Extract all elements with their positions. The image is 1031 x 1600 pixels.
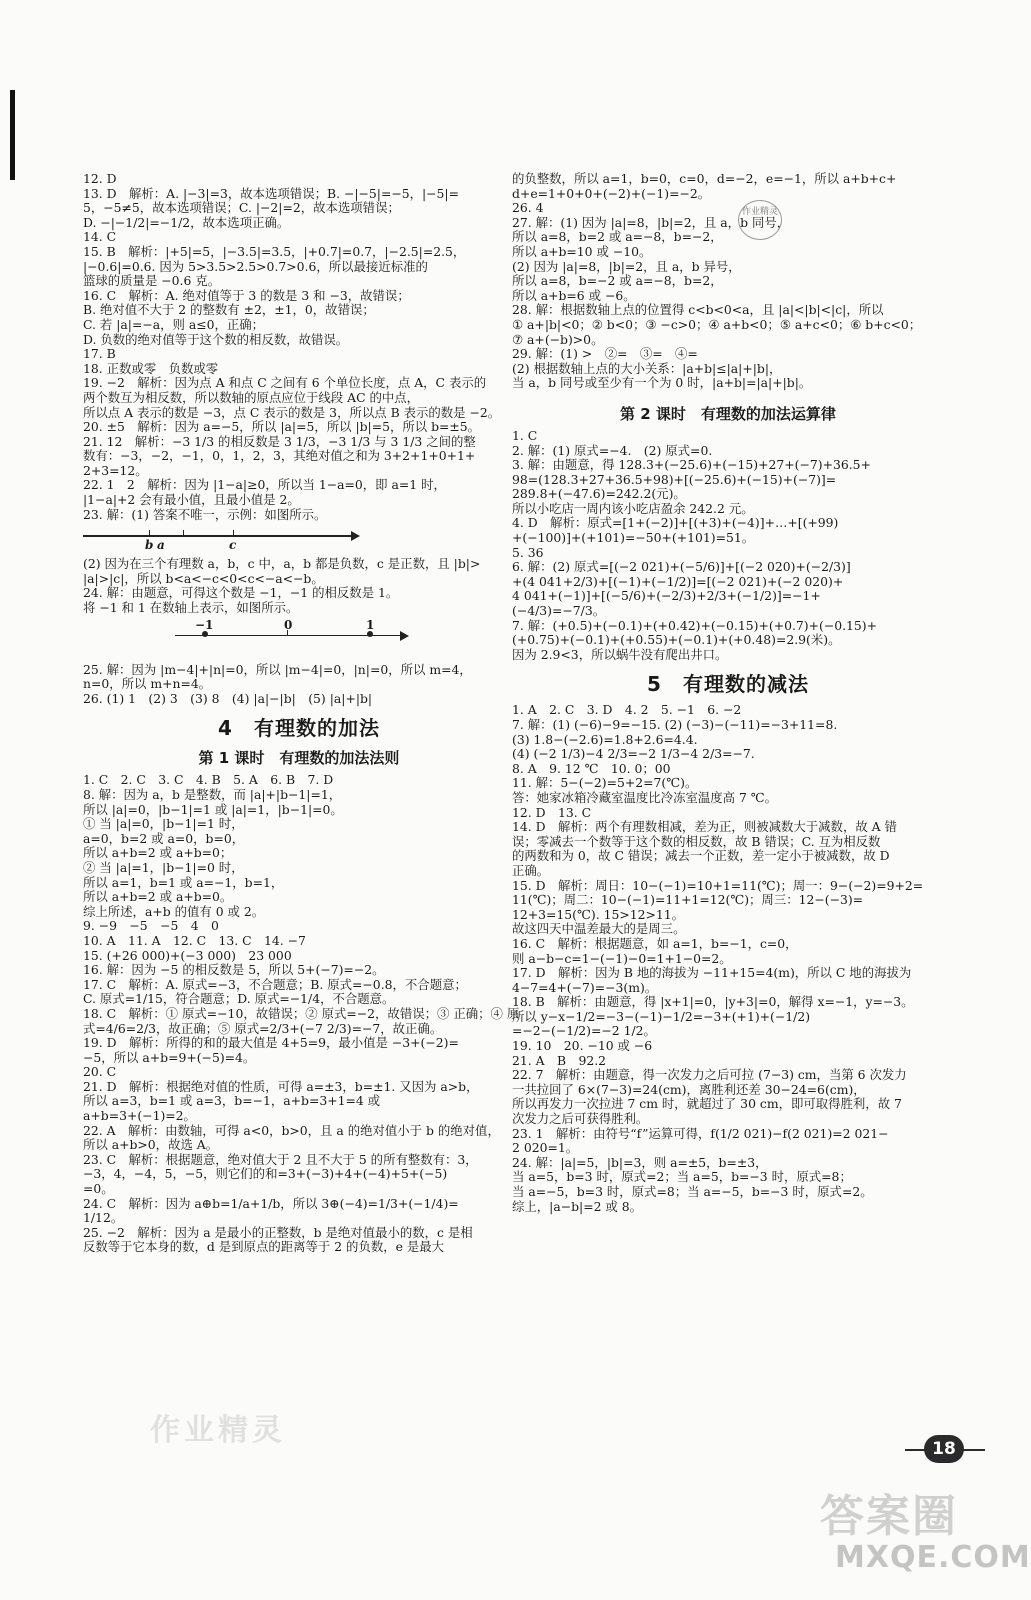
- answer-line: 26. 4: [512, 200, 544, 216]
- left-answers-part3: [83, 663, 515, 707]
- answer-line: 21. D 解析：根据绝对值的性质，可得 a=±3，b=±1. 又因为 a>b，: [83, 1078, 479, 1094]
- answer-line: 9. −9 −5 −5 4 0: [83, 918, 219, 934]
- answer-line: 当 a，b 同号或至少有一个为 0 时，|a+b|=|a|+|b|。: [512, 375, 812, 391]
- answer-line: 18. 正数或零 负数或零: [83, 360, 219, 376]
- answer-line: 因为 2.9<3，所以蜗牛没有爬出井口。: [512, 646, 728, 662]
- answer-line: 次发力之后可获得胜利。: [512, 1111, 649, 1127]
- answer-line: ① a+|b|<0；② b<0；③ −c>0；④ a+b<0；⑤ a+c<0；⑥ b+c<0；: [512, 316, 922, 332]
- answer-line: 综上，|a−b|=2 或 8。: [512, 1198, 643, 1214]
- answer-line: 7. 解：(+0.5)+(−0.1)+(+0.42)+(−0.15)+(+0.7)+(−0.15)+: [512, 617, 878, 633]
- nl-label-0: 0: [284, 617, 293, 632]
- answer-line: 3. 解：由题意，得 128.3+(−25.6)+(−15)+27+(−7)+36.5+: [512, 457, 871, 473]
- right-answers-part2: [512, 429, 944, 663]
- answer-line: 一共拉回了 6×(7−3)=24(cm)，离胜利还差 30−24=6(cm)，: [512, 1081, 866, 1097]
- right-answers-part1: [512, 172, 944, 391]
- answer-line: 23. 解：(1) 答案不唯一，示例：如图所示。: [83, 506, 327, 522]
- answer-line: 所以 a=8，b=2 或 a=−8，b=−2，: [512, 229, 723, 245]
- answer-line: 所以 a+b>0，故选 A。: [83, 1137, 219, 1153]
- answer-line: 正确。: [512, 862, 550, 878]
- answer-line: 6. 解：(2) 原式=[(−2 021)+(−5/6)]+[(−2 020)+(−2/3)]: [512, 559, 851, 575]
- answer-line: (2) 根据数轴上点的大小关系：|a+b|≤|a|+|b|，: [512, 360, 782, 376]
- answer-line: 16. 解：因为 −5 的相反数是 5，所以 5+(−7)=−2。: [83, 962, 385, 978]
- answer-line: 19. 10 20. −10 或 −6: [512, 1038, 653, 1054]
- answer-line: 27. 解：(1) 因为 |a|=8，|b|=2，且 a，b 同号，: [512, 214, 790, 230]
- answer-line: 10. A 11. A 12. C 13. C 14. −7: [83, 932, 306, 948]
- answer-line: 所以 a+b=6 或 −6。: [512, 287, 636, 303]
- answer-line: 13. D 解析：A. |−3|=3，故本选项错误；B. −|−5|=−5，|−5|=: [83, 185, 459, 201]
- nl-label-b: b: [145, 538, 154, 553]
- watermark-url: MXQE.COM: [835, 1540, 1031, 1575]
- answer-line: (4) (−2 1/3)−4 2/3=−2 1/3−4 2/3=−7.: [512, 746, 755, 762]
- answer-line: 22. 1 2 解析：因为 |1−a|≥0，所以当 1−a=0，即 a=1 时，: [83, 477, 446, 493]
- answer-line: 8. A 9. 12 ℃ 10. 0；00: [512, 760, 671, 776]
- answer-line: 4. D 解析：原式=[1+(−2)]+[(+3)+(−4)]+…+[(+99): [512, 515, 839, 531]
- answer-line: 15. (+26 000)+(−3 000) 23 000: [83, 947, 292, 963]
- answer-line: (2) 因为 |a|=8，|b|=2，且 a，b 异号，: [512, 258, 741, 274]
- answer-line: d+e=1+0+0+(−2)+(−1)=−2。: [512, 185, 711, 201]
- answer-line: 的负整数，所以 a=1，b=0，c=0，d=−2，e=−1，所以 a+b+c+: [512, 171, 897, 186]
- answer-line: 1. A 2. C 3. D 4. 2 5. −1 6. −2: [512, 702, 742, 718]
- answer-line: |a|>|c|，所以 b<a<−c<0<c<−a<−b。: [83, 570, 324, 586]
- left-column: [83, 171, 520, 1255]
- answer-line: 23. 1 解析：由符号“f”运算可得，f(1/2 021)−f(2 021)=2 021−: [512, 1125, 889, 1141]
- answer-line: (−4/3)=−7/3。: [512, 603, 606, 619]
- answer-line: 22. A 解析：由数轴，可得 a<0，b>0，且 a 的绝对值小于 b 的绝对值，: [83, 1122, 500, 1138]
- answer-line: 7. 解：(1) (−6)−9=−15. (2) (−3)−(−11)=−3+11=8.: [512, 717, 838, 732]
- answer-line: 11. 解：5−(−2)=5+2=7(℃)。: [512, 775, 698, 791]
- answer-line: 答：她家冰箱冷藏室温度比冷冻室温度高 7 ℃。: [512, 789, 778, 805]
- answer-line: 17. D 解析：因为 B 地的海拔为 −11+15=4(m)，所以 C 地的海拔为: [512, 965, 912, 981]
- answer-line: 2 020=1。: [512, 1140, 579, 1156]
- answer-line: ② 当 |a|=1，|b−1|=0 时，: [83, 859, 244, 875]
- left-answers-part4: [83, 772, 520, 1255]
- answer-line: (+0.75)+(−0.1)+(+0.55)+(−0.1)+(+0.48)=2.9(米)。: [512, 632, 841, 648]
- section-title-4: 4 有理数的加法: [218, 716, 380, 741]
- answer-line: 1. C 2. C 3. C 4. B 5. A 6. B 7. D: [83, 772, 334, 788]
- answer-line: 故这四天中温差最大的是周三。: [512, 921, 686, 937]
- answer-line: 则 a−b−c=1−(−1)−0=1+1−0=2。: [512, 950, 732, 966]
- answer-line: 11(℃)；周二：10−(−1)=11+1=12(℃)；周三：12−(−3)=: [512, 892, 864, 908]
- answer-line: 4−7=4+(−7)=−3(m)。: [512, 979, 658, 995]
- answer-line: 20. C: [83, 1064, 117, 1080]
- watermark-bottom-left: 作业精灵: [150, 1413, 286, 1448]
- answer-line: 18. C 解析：① 原式=−10，故错误；② 原式=−2，故错误；③ 正确；④ 原: [83, 1005, 520, 1021]
- answer-line: C. 原式=1/15，符合题意；D. 原式=−1/4，不合题意。: [83, 991, 395, 1007]
- section-title-5: 5 有理数的减法: [647, 672, 809, 697]
- answer-line: +(−100)]+(+101)=−50+(+101)=51。: [512, 530, 755, 546]
- answer-line: 4 041+(−1)]+[(−5/6)+(−2/3)+2/3+(−1/2)]=−1+: [512, 588, 821, 604]
- answer-line: 8. 解：因为 a，b 是整数，而 |a|+|b−1|=1，: [83, 787, 342, 802]
- number-line-23: [83, 522, 358, 552]
- answer-line: 17. B: [83, 346, 116, 362]
- answer-line: 2. 解：(1) 原式=−4. (2) 原式=0.: [512, 442, 713, 458]
- answer-line: 5. 36: [512, 544, 544, 560]
- answer-line: ① 当 |a|=0，|b−1|=1 时，: [83, 816, 244, 832]
- answer-line: 数有：−3，−2，−1，0，1，2，3，其绝对值之和为 3+2+1+0+1+: [83, 448, 476, 464]
- nl-label-a: a: [157, 538, 165, 553]
- right-column: [512, 172, 944, 1214]
- answer-line: 所以小吃店一周内该小吃店盈余 242.2 元。: [512, 500, 754, 516]
- answer-line: +(4 041+2/3)+[(−1)+(−1/2)]=[(−2 021)+(−2 020)+: [512, 573, 844, 589]
- answer-line: ⑦ a+(−b)>0。: [512, 331, 604, 347]
- nl-label-c: c: [229, 538, 237, 553]
- answer-line: 19. −2 解析：因为点 A 和点 C 之间有 6 个单位长度，点 A，C 表示的: [83, 375, 487, 391]
- answer-line: 1/12。: [83, 1210, 124, 1226]
- answer-line: 所以 a=1，b=1 或 a=−1，b=1，: [83, 874, 284, 890]
- answer-line: 所以 y−x−1/2=−3−(−1)−1/2=−3+(+1)+(−1/2): [512, 1008, 811, 1024]
- answer-line: 误；零减去一个数等于这个数的相反数，故 B 错误；C. 互为相反数: [512, 833, 881, 849]
- answer-line: −3，4，−4，5，−5，则它们的和=3+(−3)+4+(−4)+5+(−5): [83, 1166, 448, 1182]
- answer-line: 19. D 解析：所得的和的最大值是 4+5=9，最小值是 −3+(−2)=: [83, 1035, 459, 1051]
- answer-line: 17. C 解析：A. 原式=−3，不合题意；B. 原式=−0.8，不合题意；: [83, 976, 467, 992]
- answer-line: a=0，b=2 或 a=0，b=0，: [83, 830, 245, 846]
- answer-line: 16. C 解析：A. 绝对值等于 3 的数是 3 和 −3，故错误；: [83, 287, 410, 303]
- answer-line: 24. 解：|a|=5，|b|=3，则 a=±5，b=±3，: [512, 1154, 768, 1170]
- subsection-title-4-2: 第 2 课时 有理数的加法运算律: [620, 404, 836, 423]
- answer-line: 式=4/6=2/3，故正确；⑤ 原式=2/3+(−7 2/3)=−7，故正确。: [83, 1020, 443, 1036]
- answer-line: 18. B 解析：由题意，得 |x+1|=0，|y+3|=0，解得 x=−1，y=−3。: [512, 994, 914, 1010]
- answer-line: 29. 解：(1) > ②= ③= ④=: [512, 346, 698, 362]
- nl-label-1: 1: [366, 617, 375, 632]
- answer-line: C. 若 |a|=−a，则 a≤0，正确；: [83, 316, 265, 332]
- left-answers-part2: [83, 557, 515, 615]
- answer-line: −5，所以 a+b=9+(−5)=4。: [83, 1049, 256, 1065]
- answer-line: 25. −2 解析：因为 a 是最小的正整数，b 是绝对值最小的数，c 是相: [83, 1224, 473, 1240]
- answer-line: 1. C: [512, 427, 538, 443]
- answer-line: 所以 |a|=0，|b−1|=1 或 |a|=1，|b−1|=0。: [83, 801, 343, 817]
- answer-line: n=0，所以 m+n=4。: [83, 676, 212, 692]
- answer-line: 综上所述，a+b 的值有 0 或 2。: [83, 903, 265, 919]
- answer-line: 15. B 解析：|+5|=5，|−3.5|=3.5，|+0.7|=0.7，|−2.5|=2.5，: [83, 243, 466, 259]
- answer-line: 21. A B 92.2: [512, 1052, 607, 1068]
- answer-line: 所以 a+b=2 或 a+b=0。: [83, 889, 233, 905]
- answer-line: 当 a=−5，b=3 时，原式=8；当 a=−5，b=−3 时，原式=2。: [512, 1184, 873, 1199]
- answer-line: 20. ±5 解析：因为 a=−5，所以 |a|=5，所以 |b|=5，所以 b=±5。: [83, 419, 481, 435]
- answer-line: 所以点 A 表示的数是 −3，点 C 表示的数是 3，所以点 B 表示的数是 −2。: [83, 404, 501, 420]
- answer-line: =−2−(−1/2)=−2 1/2。: [512, 1023, 656, 1039]
- answer-line: 12. D: [83, 171, 117, 186]
- answer-line: (2) 因为在三个有理数 a，b，c 中，a，b 都是负数，c 是正数，且 |b|>: [83, 556, 481, 572]
- answer-line: D. −|−1/2|=−1/2，故本选项正确。: [83, 214, 290, 230]
- number-line-24: [175, 617, 407, 652]
- answer-line: 25. 解：因为 |m−4|+|n|=0，所以 |m−4|=0，|n|=0，所以 m=4，: [83, 661, 472, 677]
- answer-line: 12. D 13. C: [512, 804, 592, 820]
- answer-line: 所以 a+b=10 或 −10。: [512, 243, 652, 259]
- answer-line: 将 −1 和 1 在数轴上表示，如图所示。: [83, 600, 299, 616]
- answer-line: 28. 解：根据数轴上点的位置得 c<b<0<a，且 |a|<|b|<|c|，所以: [512, 302, 884, 318]
- answer-line: 反数等于它本身的数，d 是到原点的距离等于 2 的负数，e 是最大: [83, 1239, 445, 1255]
- answer-line: 98=(128.3+27+36.5+98)+[(−25.6)+(−15)+(−7)]=: [512, 471, 837, 487]
- answer-line: 289.8+(−47.6)=242.2(元)。: [512, 486, 686, 502]
- answer-line: 所以 a+b=2 或 a+b=0；: [83, 845, 233, 861]
- answer-line: 所以再发力一次拉进 7 cm 时，就超过了 30 cm，即可取得胜利，故 7: [512, 1096, 902, 1112]
- stamp-watermark: 作业精灵: [738, 200, 782, 240]
- answer-line: 所以 a=3，b=1 或 a=3，b=−1，a+b=3+1=4 或: [83, 1093, 381, 1109]
- answer-line: 14. C: [83, 229, 117, 245]
- answer-line: 的两数和为 0，故 C 错误；减去一个正数，差一定小于被减数，故 D: [512, 848, 890, 864]
- answer-line: =0。: [83, 1181, 114, 1197]
- answer-line: 16. C 解析：根据题意，如 a=1，b=−1，c=0，: [512, 935, 798, 951]
- subsection-title-4-1: 第 1 课时 有理数的加法法则: [198, 749, 400, 768]
- answer-line: 24. 解：由题意，可得这个数是 −1，−1 的相反数是 1。: [83, 585, 399, 601]
- answer-line: 22. 7 解析：由题意，得一次发力之后可拉 (7−3) cm，当第 6 次发力: [512, 1067, 907, 1083]
- nl-label-minus1: −1: [195, 617, 214, 632]
- answer-line: 5，−5≠5，故本选项错误；C. |−2|=2，故本选项错误；: [83, 200, 400, 216]
- answer-line: 当 a=5，b=3 时，原式=2；当 a=5，b=−3 时，原式=8；: [512, 1169, 852, 1185]
- answer-line: D. 负数的绝对值等于这个数的相反数，故错误。: [83, 331, 349, 347]
- answer-line: 26. (1) 1 (2) 3 (3) 8 (4) |a|−|b| (5) |a|+|b|: [83, 690, 373, 706]
- answer-line: 23. C 解析：根据题意，绝对值大于 2 且不大于 5 的所有整数有：3，: [83, 1151, 478, 1167]
- answer-line: |−0.6|=0.6. 因为 5>3.5>2.5>0.7>0.6，所以最接近标准的: [83, 258, 428, 274]
- answer-line: 2+3=12。: [83, 462, 148, 478]
- answer-line: |1−a|+2 会有最小值，且最小值是 2。: [83, 492, 300, 508]
- left-answers-part1: [83, 172, 515, 522]
- answer-line: 24. C 解析：因为 a⊕b=1/a+1/b，所以 3⊕(−4)=1/3+(−1/4)=: [83, 1195, 459, 1211]
- answer-line: 15. D 解析：周日：10−(−1)=10+1=11(℃)；周一：9−(−2)=9+2=: [512, 877, 924, 893]
- page-number: 18: [924, 1435, 964, 1463]
- watermark-logo: 答案圈: [820, 1491, 958, 1542]
- right-answers-part3: [512, 703, 944, 1214]
- answer-line: 两个数互为相反数，所以数轴的原点应位于线段 AC 的中点，: [83, 389, 420, 405]
- answer-line: 21. 12 解析：−3 1/3 的相反数是 3 1/3，−3 1/3 与 3 1/3 之间的整: [83, 433, 476, 449]
- answer-line: 12+3=15(℃). 15>12>11。: [512, 906, 685, 922]
- binding-mark: [10, 90, 15, 180]
- answer-line: (3) 1.8−(−2.6)=1.8+2.6=4.4.: [512, 731, 698, 747]
- answer-line: a+b=3+(−1)=2。: [83, 1108, 196, 1124]
- answer-line: 14. D 解析：两个有理数相减，差为正，则被减数大于减数，故 A 错: [512, 819, 897, 835]
- answer-line: B. 绝对值不大于 2 的整数有 ±2，±1，0，故错误；: [83, 302, 375, 318]
- answer-line: 篮球的质量是 −0.6 克。: [83, 273, 221, 289]
- answer-line: 所以 a=8，b=−2 或 a=−8，b=2，: [512, 273, 723, 289]
